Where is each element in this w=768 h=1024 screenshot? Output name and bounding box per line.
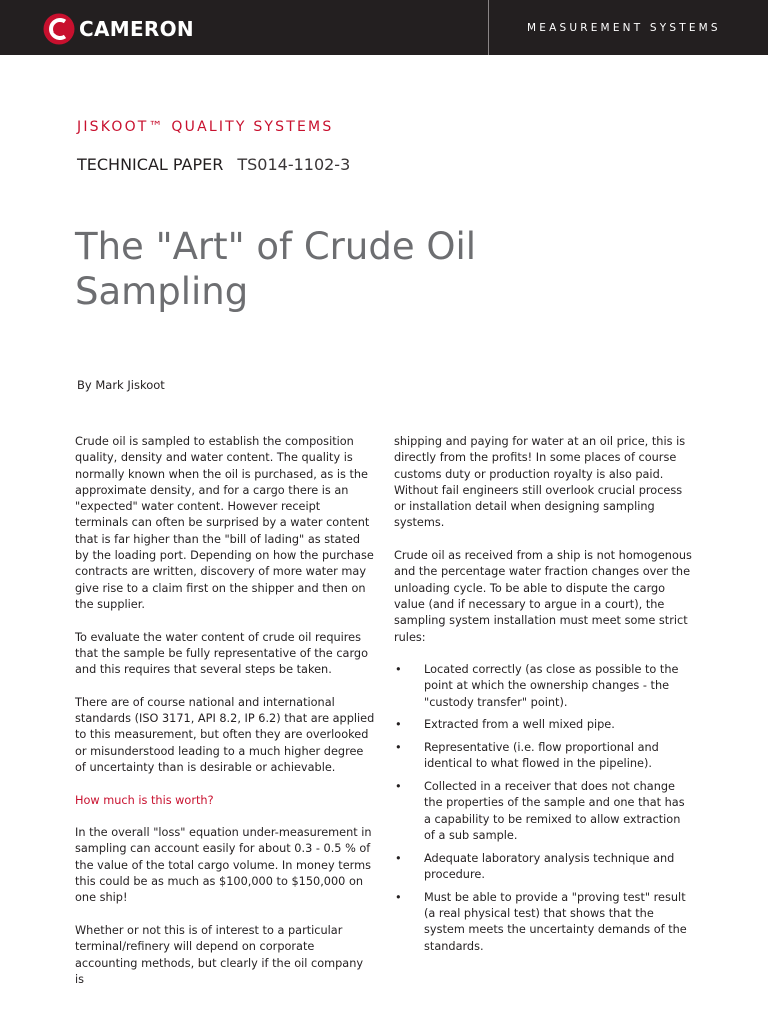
bullet-icon: • xyxy=(395,663,402,677)
bullet-icon: • xyxy=(395,890,402,904)
paper-number: TS014-1102-3 xyxy=(237,155,351,174)
list-item xyxy=(394,740,694,773)
cameron-logo-icon xyxy=(42,12,76,46)
list-item-text: Extracted from a well mixed pipe. xyxy=(424,718,615,732)
left-column xyxy=(75,434,375,1004)
byline: By Mark Jiskoot xyxy=(77,378,165,392)
logo-text: CAMERON xyxy=(79,17,194,41)
paragraph: shipping and paying for water at an oil price, this is directly from the profits! In some places of course customs duty or production royalty is also paid. Without fail engineers still overlook crucial process or installation detail when designing sampling systems. xyxy=(394,435,686,530)
list-item-text: Collected in a receiver that does not change the properties of the sample and one that has a capability to be remixed to allow extraction of a sub sample. xyxy=(424,780,685,842)
header-divider xyxy=(488,0,489,55)
series-label: JISKOOT™ QUALITY SYSTEMS xyxy=(77,119,334,135)
list-item xyxy=(394,779,694,844)
section-heading: How much is this worth? xyxy=(75,793,214,807)
rules-list xyxy=(394,662,694,955)
title-line-2: Sampling xyxy=(75,270,249,313)
list-item-text: Representative (i.e. flow proportional and identical to what flowed in the pipeline). xyxy=(424,741,659,771)
list-item xyxy=(394,662,694,711)
bullet-icon: • xyxy=(395,718,402,732)
header-bar xyxy=(0,0,768,55)
paragraph: Crude oil is sampled to establish the composition quality, density and water content. The quality is normally known when the oil is purchased, as is the approximate density, and for a cargo there is an "expected" water content. However receipt terminals can often be surprised by a water content that is far higher than the "bill of lading" as stated by the loading port. Depending on how the purchase contracts are written, discovery of more water may give rise to a claim first on the shipper and then on the supplier. xyxy=(75,435,374,611)
header-tagline: MEASUREMENT SYSTEMS xyxy=(527,22,721,34)
list-item xyxy=(394,851,694,884)
title-line-1: The "Art" of Crude Oil xyxy=(75,225,477,268)
cameron-logo xyxy=(42,12,194,46)
list-item-text: Adequate laboratory analysis technique and procedure. xyxy=(424,851,675,881)
paragraph: To evaluate the water content of crude oil requires that the sample be fully representative of the cargo and this requires that several steps be taken. xyxy=(75,630,369,677)
paragraph: Whether or not this is of interest to a particular terminal/refinery will depend on corporate accounting methods, but clearly if the oil company is xyxy=(75,923,364,986)
bullet-icon: • xyxy=(395,741,402,755)
right-column xyxy=(394,434,694,961)
paragraph: In the overall "loss" equation under-measurement in sampling can account easily for about 0.3 - 0.5 % of the value of the total cargo volume. In money terms this could be as much as $100,000 to $150,000 on one ship! xyxy=(75,826,372,905)
list-item xyxy=(394,717,694,733)
list-item-text: Located correctly (as close as possible to the point at which the ownership changes - the "custody transfer" point). xyxy=(424,663,679,709)
technical-paper-label: TECHNICAL PAPER xyxy=(77,155,224,174)
paragraph: There are of course national and international standards (ISO 3171, API 8.2, IP 6.2) that are applied to this measurement, but often they are overlooked or misunderstood leading to a much higher degree of uncertainty than is desirable or achievable. xyxy=(75,695,375,774)
bullet-icon: • xyxy=(395,780,402,794)
list-item-text: Must be able to provide a "proving test" result (a real physical test) that shows that the system meets the uncertainty demands of the standards. xyxy=(424,890,687,953)
list-item xyxy=(394,890,694,955)
paragraph: Crude oil as received from a ship is not homogenous and the percentage water fraction changes over the unloading cycle. To be able to dispute the cargo value (and if necessary to argue in a court), the sampling system installation must meet some strict rules: xyxy=(394,549,692,644)
technical-paper-line xyxy=(77,155,350,174)
page-title xyxy=(75,224,635,314)
bullet-icon: • xyxy=(395,851,402,865)
